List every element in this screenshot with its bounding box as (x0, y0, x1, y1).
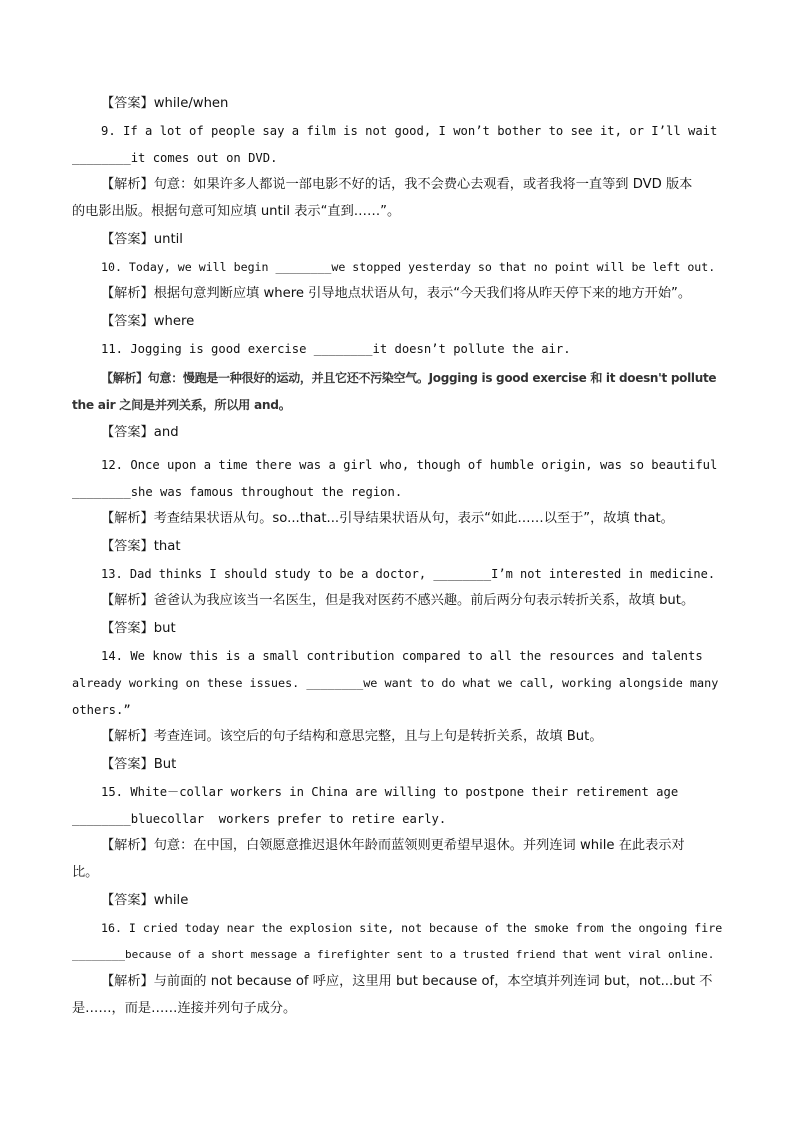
answer-11: 【答案】and (101, 425, 179, 440)
analysis-10: 【解析】根据句意判断应填 where 引导地点状语从句，表示“今天我们将从昨天停下来的地方开始”。 (101, 286, 692, 301)
question-12: 12. Once upon a time there was a girl who, though of humble origin, was so beautiful (101, 458, 718, 472)
question-16-cont: ________because of a short message a firefighter sent to a trusted friend that went viral online. (72, 948, 715, 961)
question-11: 11. Jogging is good exercise ________it doesn’t pollute the air. (101, 342, 571, 356)
analysis-15-cont: 比。 (72, 865, 99, 880)
question-10: 10. Today, we will begin ________we stopped yesterday so that no point will be left out. (101, 260, 716, 274)
question-14: 14. We know this is a small contribution compared to all the resources and talents (101, 649, 703, 663)
question-14-cont: already working on these issues. ________we want to do what we call, working alongside many (72, 676, 719, 690)
analysis-9: 【解析】句意：如果许多人都说一部电影不好的话，我不会费心去观看，或者我将一直等到 DVD 版本 (101, 177, 693, 192)
analysis-16: 【解析】与前面的 not because of 呼应，这里用 but because of，本空填并列连词 but，not...but 不 (101, 974, 713, 989)
question-12-cont: ________she was famous throughout the region. (72, 485, 403, 499)
answer-9: 【答案】until (101, 232, 183, 247)
answer-14: 【答案】But (101, 757, 177, 772)
answer-8: 【答案】while/when (101, 96, 229, 111)
analysis-9-cont: 的电影出版。根据句意可知应填 until 表示“直到……”。 (72, 204, 401, 219)
analysis-12: 【解析】考查结果状语从句。so...that...引导结果状语从句，表示“如此……以至于”，故填 that。 (101, 511, 674, 526)
analysis-14: 【解析】考查连词。该空后的句子结构和意思完整，且与上句是转折关系，故填 But。 (101, 729, 603, 744)
answer-12: 【答案】that (101, 539, 181, 554)
analysis-11: 【解析】句意：慢跑是一种很好的运动，并且它还不污染空气。Jogging is good exercise 和 it doesn't pollute (101, 371, 717, 385)
answer-13: 【答案】but (101, 621, 176, 636)
analysis-16-cont: 是……，而是……连接并列句子成分。 (72, 1001, 297, 1016)
answer-10: 【答案】where (101, 314, 195, 329)
analysis-11-cont: the air 之间是并列关系，所以用 and。 (72, 398, 291, 412)
question-9: 9. If a lot of people say a film is not good, I won’t bother to see it, or I’ll wait (101, 124, 718, 138)
question-15-cont: ________bluecollar workers prefer to retire early. (72, 812, 447, 826)
question-16: 16. I cried today near the explosion site, not because of the smoke from the ongoing fire (101, 921, 723, 935)
question-9-cont: ________it comes out on DVD. (72, 151, 278, 165)
analysis-13: 【解析】爸爸认为我应该当一名医生，但是我对医药不感兴趣。前后两分句表示转折关系，故填 but。 (101, 593, 695, 608)
question-14-end: others.” (72, 703, 131, 717)
answer-15: 【答案】while (101, 893, 189, 908)
analysis-15: 【解析】句意：在中国，白领愿意推迟退休年龄而蓝领则更希望早退休。并列连词 while 在此表示对 (101, 838, 685, 853)
question-13: 13. Dad thinks I should study to be a doctor, ________I’m not interested in medicine. (101, 567, 716, 581)
question-15: 15. White－collar workers in China are willing to postpone their retirement age (101, 785, 679, 799)
